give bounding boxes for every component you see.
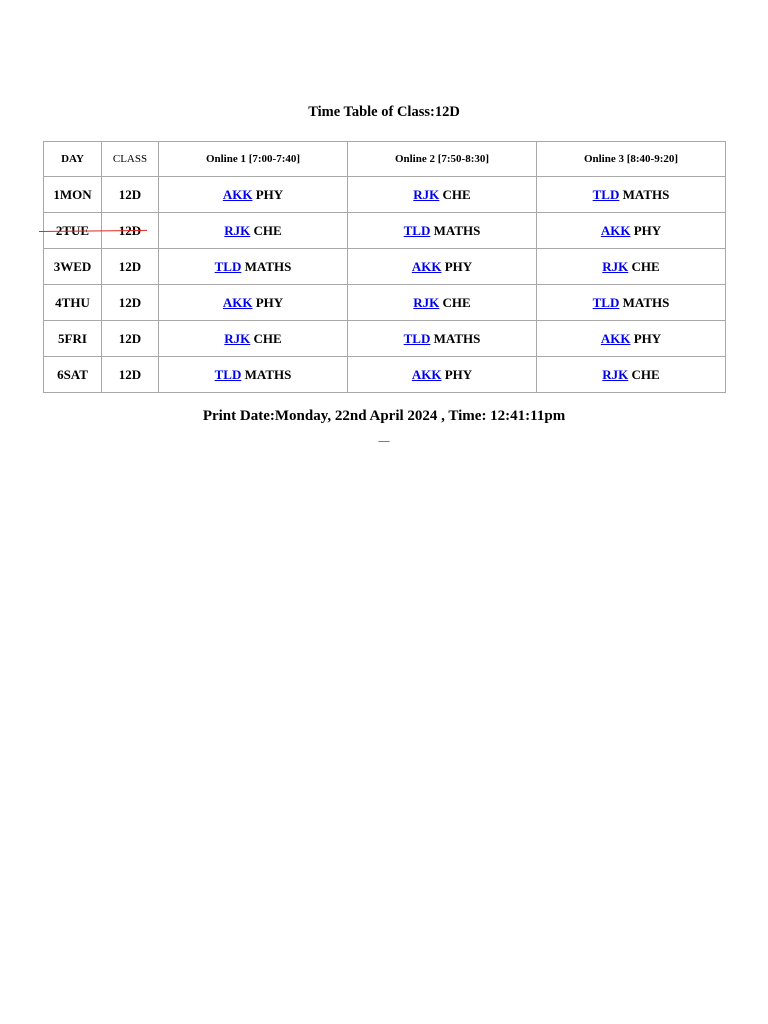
slot-cell [348, 321, 537, 357]
subject-label: CHE [442, 186, 471, 202]
table-row [44, 249, 726, 285]
table-row [44, 285, 726, 321]
slot-cell [159, 285, 348, 321]
teacher-link[interactable]: AKK [600, 330, 631, 346]
footer-dash: — [378, 435, 390, 447]
teacher-link[interactable]: TLD [214, 258, 242, 274]
teacher-link[interactable]: RJK [413, 294, 440, 310]
slot-cell [537, 177, 726, 213]
header-day: DAY [44, 142, 102, 177]
subject-label: CHE [253, 222, 282, 238]
teacher-link[interactable]: RJK [602, 366, 629, 382]
slot-cell [348, 213, 537, 249]
teacher-link[interactable]: TLD [592, 294, 620, 310]
subject-label: MATHS [622, 186, 670, 202]
subject-label: CHE [631, 366, 660, 382]
slot-cell [159, 177, 348, 213]
page-title: Time Table of Class:12D [308, 104, 460, 120]
subject-label: PHY [633, 330, 662, 346]
class-cell: 12D [102, 213, 159, 249]
teacher-link[interactable]: TLD [403, 222, 431, 238]
day-cell: 2TUE [44, 213, 102, 249]
slot-cell [348, 285, 537, 321]
header-class: CLASS [102, 142, 159, 177]
day-cell: 3WED [44, 249, 102, 285]
slot-cell [159, 357, 348, 393]
teacher-link[interactable]: AKK [411, 258, 442, 274]
class-cell: 12D [102, 249, 159, 285]
slot-cell [537, 213, 726, 249]
class-cell: 12D [102, 177, 159, 213]
teacher-link[interactable]: AKK [600, 222, 631, 238]
slot-cell [348, 357, 537, 393]
subject-label: PHY [633, 222, 662, 238]
print-date: Print Date:Monday, 22nd April 2024 , Time: 12:41:11pm [202, 408, 566, 424]
subject-label: CHE [253, 330, 282, 346]
teacher-link[interactable]: AKK [411, 366, 442, 382]
slot-cell [348, 249, 537, 285]
header-row [44, 142, 726, 177]
teacher-link[interactable]: AKK [222, 186, 253, 202]
slot-cell [159, 213, 348, 249]
class-cell: 12D [102, 285, 159, 321]
teacher-link[interactable]: RJK [413, 186, 440, 202]
slot-cell [537, 249, 726, 285]
header-online-1: Online 1 [7:00-7:40] [159, 142, 348, 177]
day-cell: 4THU [44, 285, 102, 321]
table-row [44, 177, 726, 213]
timetable [43, 141, 726, 393]
subject-label: PHY [255, 186, 284, 202]
teacher-link[interactable]: AKK [222, 294, 253, 310]
teacher-link[interactable]: TLD [403, 330, 431, 346]
teacher-link[interactable]: TLD [214, 366, 242, 382]
table-row [44, 357, 726, 393]
subject-label: PHY [444, 258, 473, 274]
subject-label: PHY [444, 366, 473, 382]
class-cell: 12D [102, 357, 159, 393]
subject-label: CHE [442, 294, 471, 310]
subject-label: MATHS [244, 258, 292, 274]
day-cell: 6SAT [44, 357, 102, 393]
slot-cell [537, 357, 726, 393]
slot-cell [159, 321, 348, 357]
slot-cell [159, 249, 348, 285]
table-row [44, 321, 726, 357]
slot-cell [348, 177, 537, 213]
slot-cell [537, 321, 726, 357]
teacher-link[interactable]: TLD [592, 186, 620, 202]
subject-label: MATHS [622, 294, 670, 310]
slot-cell [537, 285, 726, 321]
day-cell: 1MON [44, 177, 102, 213]
header-online-2: Online 2 [7:50-8:30] [348, 142, 537, 177]
subject-label: CHE [631, 258, 660, 274]
subject-label: MATHS [433, 330, 481, 346]
header-online-3: Online 3 [8:40-9:20] [537, 142, 726, 177]
teacher-link[interactable]: RJK [224, 330, 251, 346]
subject-label: MATHS [244, 366, 292, 382]
day-cell: 5FRI [44, 321, 102, 357]
subject-label: PHY [255, 294, 284, 310]
class-cell: 12D [102, 321, 159, 357]
teacher-link[interactable]: RJK [224, 222, 251, 238]
subject-label: MATHS [433, 222, 481, 238]
teacher-link[interactable]: RJK [602, 258, 629, 274]
